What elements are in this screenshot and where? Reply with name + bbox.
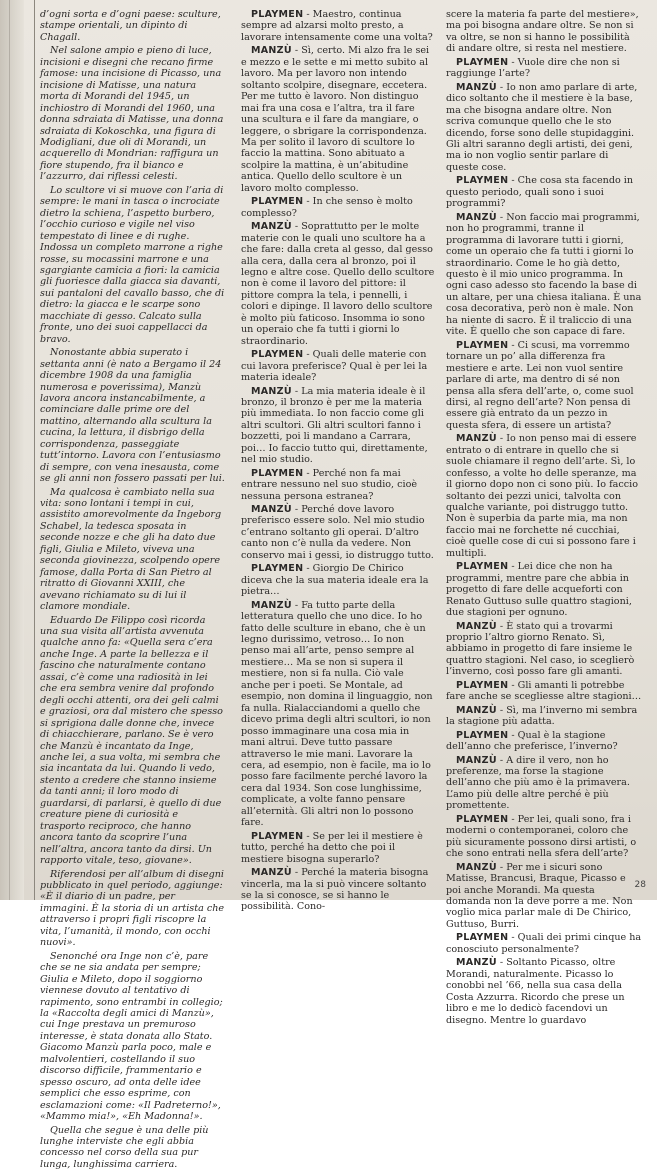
speech-text: - Per me i sicuri sono Matisse, Brancusi, Braque, Picasso e poi anche Morandi. Ma questa domanda non la deve porre a me. Non voglio mica parlar male di De Chirico, Guttuso, Burri. bbox=[446, 862, 633, 930]
interview-turn bbox=[446, 561, 642, 618]
intro-paragraph: Lo scultore vi si muove con l’aria di sempre: le mani in tasca o incrociate dietro la schiena, l’aspetto burbero, l’occhio curioso e vigile nel viso tempestato di linee e di rughe. Indossa un completo marrone a righe rosse, su mocassini marrone e una sgargiante camicia a fiori: la camicia gli fuoriesce dalla giacca sia davanti, sui pantaloni del cavallo basso, che di dietro: la giacca e le scarpe sono macchiate di gesso. Calcato sulla fronte, uno dei suoi cappellacci da bravo. bbox=[40, 185, 225, 345]
margin-rule-outer bbox=[9, 0, 10, 900]
speech-text: - Quali delle materie con cui lavora preferisce? Qual è per lei la materia ideale? bbox=[241, 349, 427, 383]
interview-turn bbox=[446, 175, 642, 209]
speech-text: - Soprattutto per le molte materie con le quali uno scultore ha a che fare: dalla creta al gesso, dal gesso alla cera, dalla cera al bronzo, poi il legno e altre cose. Quello dello scultore non è come il lavoro del pittore: il pittore compra la tela, i pennelli, i colori e dipinge. Il lavoro dello scultore è molto più faticoso. Insomma io sono un operaio che fa tutti i giorni lo straordinario. bbox=[241, 221, 434, 347]
interview-turn bbox=[446, 755, 642, 812]
speech-text: - Qual è la stagione dell’anno che preferisce, l’inverno? bbox=[446, 730, 618, 752]
interview-turn bbox=[241, 45, 435, 194]
speech-text: - Soltanto Picasso, oltre Morandi, naturalmente. Picasso lo conobbi nel ’66, nella sua casa della Costa Azzurra. Ricordo che prese un libro e me lo dedicò facendovi un disegno. Mentre lo guardavo bbox=[446, 957, 625, 1025]
interview-turn bbox=[241, 468, 435, 502]
intro-paragraph: Nonostante abbia superato i settanta anni (è nato a Bergamo il 24 dicembre 1908 da una famiglia numerosa e poverissima), Manzù lavora ancora instancabilmente, a cominciare dalle prime ore del mattino, alternando alla scultura la cucina, la lettura, il disbrigo della corrispondenza, passeggiate tutt’intorno. Lavora con l’entusiasmo di sempre, con vena inesausta, come se gli anni non fossero passati per lui. bbox=[40, 347, 225, 484]
speech-text: - Giorgio De Chirico diceva che la sua materia ideale era la pietra… bbox=[241, 563, 428, 597]
speaker-label: MANZÙ bbox=[456, 433, 497, 444]
speech-text: - Sì, ma l’inverno mi sembra la stagione più adatta. bbox=[446, 705, 637, 727]
interview-turn bbox=[241, 867, 435, 913]
intro-paragraph: Ma qualcosa è cambiato nella sua vita: sono lontani i tempi in cui, assistito amorevolmente da Ingeborg Schabel, la tedesca sposata in seconde nozze e che gli ha dato due figli, Giulia e Mileto, viveva una seconda giovinezza, scolpendo opere famose, dalla Porta di San Pietro al ritratto di Giovanni XXIII, che avevano richiamato su di lui il clamore mondiale. bbox=[40, 487, 225, 613]
speech-text: - È stato qui a trovarmi proprio l’altro giorno Renato. Sì, abbiamo in progetto di fare insieme le quattro stagioni. Nel caso, io sceglierò l’inverno, così posso fare gli amanti. bbox=[446, 621, 634, 678]
interview-turn bbox=[446, 340, 642, 432]
speech-text: - Quali dei primi cinque ha conosciuto personalmente? bbox=[446, 932, 641, 954]
speaker-label: PLAYMEN bbox=[251, 563, 303, 574]
speaker-label: PLAYMEN bbox=[456, 814, 508, 825]
speaker-label: PLAYMEN bbox=[251, 831, 303, 842]
interview-turn bbox=[241, 386, 435, 466]
speech-text: - Se per lei il mestiere è tutto, perché ha detto che poi il mestiere bisogna superarlo? bbox=[241, 831, 423, 865]
speaker-label: PLAYMEN bbox=[456, 175, 508, 186]
interview-turn bbox=[241, 600, 435, 829]
speech-text: - Sì, certo. Mi alzo fra le sei e mezzo e le sette e mi metto subito al lavoro. Ma per lavoro non intendo soltanto scolpire, disegnare, eccetera. Per me tutto è lavoro. Non distinguo mai fra una cosa e l’altra, tra il fare una scultura e il fare da mangiare, o leggere, o sbrigare la corrispondenza. Ma per solito il lavoro di scultore lo faccio la mattina. Sono abituato a scolpire la mattina, è un’abitudine antica. Quello dello scultore è un lavoro molto complesso. bbox=[241, 45, 429, 193]
interview-turn bbox=[446, 82, 642, 174]
interview-turn bbox=[241, 349, 435, 383]
interview-turn bbox=[446, 932, 642, 955]
column-interview-1 bbox=[241, 9, 435, 884]
speaker-label: PLAYMEN bbox=[456, 730, 508, 741]
speaker-label: MANZÙ bbox=[456, 862, 497, 873]
column-interview-2 bbox=[446, 9, 642, 884]
speaker-label: PLAYMEN bbox=[456, 561, 508, 572]
speech-text: - In che senso è molto complesso? bbox=[241, 196, 413, 218]
speech-text: - Non faccio mai programmi, non ho programmi, tranne il programma di lavorare tutti i giorni, come un operaio che fa tutti i giorni lo straordinario. Come le ho già detto, questo è il mio unico programma. In ogni caso adesso sto facendo la base di un altare, per una chiesa italiana. È una cosa decorativa, però non è male. Non ha niente di sacro. È il traliccio di una vite. È quello che son capace di fare. bbox=[446, 212, 641, 338]
margin-rule bbox=[34, 0, 35, 900]
speaker-label: MANZÙ bbox=[251, 386, 292, 397]
speech-text: - Perché non fa mai entrare nessuno nel suo studio, cioè nessuna persona estranea? bbox=[241, 468, 417, 502]
interview-turn bbox=[241, 563, 435, 597]
speech-text: - Io non amo parlare di arte, dico soltanto che il mestiere è la base, ma che bisogna andare oltre. Non scriva comunque quello che le sto dicendo, forse sono delle stupidaggini. Gli altri saranno degli artisti, dei geni, ma io non voglio sentir parlare di queste cose. bbox=[446, 82, 637, 173]
binding-shadow bbox=[0, 0, 24, 900]
interview-turn bbox=[446, 621, 642, 678]
speaker-label: MANZÙ bbox=[456, 755, 497, 766]
speech-text: - Fa tutto parte della letteratura quello che uno dice. Io ho fatto delle sculture in ebano, che è un legno durissimo, vetroso… Io non penso mai all’arte, penso sempre al mestiere… Ma se non si supera il mestiere, non si fa nulla. Ciò vale anche per i poeti. Se Montale, ad esempio, non domina il linguaggio, non fa nulla. Rialacciandomi a quello che dicevo prima degli altri scultori, io non posso immaginare una cosa mia in mani altrui. Deve tutto passare attraverso le mie mani. Lavorare la cera, ad esempio, non è facile, ma io lo posso fare facilmente perché lavoro la cera dal 1934. Son cose lunghissime, complicate, a volte fanno pensare all’eternità. Gli altri non lo possono fare. bbox=[241, 600, 433, 829]
speech-text: - A dire il vero, non ho preferenze, ma forse la stagione dell’anno che più amo è la primavera. L’amo più delle altre perché è più promettente. bbox=[446, 755, 630, 812]
intro-paragraph: Quella che segue è una delle più lunghe interviste che egli abbia concesso nel corso della sua pur lunga, lunghissima carriera. bbox=[40, 1125, 225, 1170]
speaker-label: MANZÙ bbox=[456, 82, 497, 93]
speaker-label: MANZÙ bbox=[251, 600, 292, 611]
speech-text: - Perché la materia bisogna vincerla, ma la si può vincere soltanto se la si conosce, se si hanno le possibilità. Cono- bbox=[241, 867, 428, 912]
speech-text: - Che cosa sta facendo in questo periodo, quali sono i suoi programmi? bbox=[446, 175, 633, 209]
intro-paragraph: Nel salone ampio e pieno di luce, incisioni e disegni che recano firme famose: una incisione di Picasso, una incisione di Matisse, una natura morta di Morandi del 1945, un inchiostro di Morandi del 1960, una donna sdraiata di Matisse, una donna sdraiata di Kokoschka, una figura di Modigliani, due oli di Morandi, un acquerello di Mondrian: raffigura un fiore stupendo, fra il bianco e l’azzurro, dai riflessi celesti. bbox=[40, 45, 225, 182]
interview-turn bbox=[446, 814, 642, 860]
speech-text: - Lei dice che non ha programmi, mentre pare che abbia in progetto di fare delle acqueforti con Renato Guttuso sulle quattro stagioni, due stagioni per ognuno. bbox=[446, 561, 632, 618]
speech-text: - Io non penso mai di essere entrato o di entrare in quello che si suole chiamare il regno dell’arte. Sì, lo confesso, a volte ho delle speranze, ma il giorno dopo non ci sono più. Io faccio soltanto dei pezzi unici, talvolta con qualche variante, poi distruggo tutto. Non è superbia da parte mia, ma non faccio mai ne forchette né cucchiai, cioè quelle cose di cui si possono fare i multipli. bbox=[446, 433, 638, 559]
speaker-label: MANZÙ bbox=[251, 867, 292, 878]
speaker-label: PLAYMEN bbox=[251, 9, 303, 20]
interview-turn bbox=[446, 680, 642, 703]
speaker-label: PLAYMEN bbox=[456, 932, 508, 943]
column-intro bbox=[40, 9, 225, 884]
interview-turn bbox=[241, 831, 435, 865]
speech-text: - Vuole dire che non si raggiunge l’arte? bbox=[446, 57, 620, 79]
interview-turn bbox=[446, 433, 642, 559]
interview-turn bbox=[446, 57, 642, 80]
intro-paragraph: Eduardo De Filippo così ricorda una sua visita all’artista avvenuta qualche anno fa: «Quella sera c’era anche Inge. A parte la bellezza e il fascino che naturalmente contano assai, c’è come una radiosità in lei che era sembra venire dal profondo degli occhi attenti, ora dei geli calmi e graziosi, ora dal mistero che spesso si sprigiona dalle donne che, invece di chiacchierare, parlano. Se è vero che Manzù è incantato da Inge, anche lei, a sua volta, mi sembra che sia incantata da lui. Quando li vedo, stento a credere che stanno insieme da tanti anni; il loro modo di guardarsi, di parlarsi, è quello di due creature piene di curiosità e trasporto reciproco, che hanno ancora tanto da scoprire l’una nell’altra, ancora tanto da dirsi. Un rapporto vitale, teso, giovane». bbox=[40, 615, 225, 867]
speaker-label: MANZÙ bbox=[456, 957, 497, 968]
speaker-label: MANZÙ bbox=[251, 221, 292, 232]
interview-turn bbox=[241, 9, 435, 43]
interview-turn bbox=[241, 504, 435, 561]
speech-text: - La mia materia ideale è il bronzo, il bronzo è per me la materia più immediata. Io non faccio come gli altri scultori. Gli altri scultori fanno i bozzetti, poi li mandano a Carrara, poi… Io faccio tutto qui, direttamente, nel mio studio. bbox=[241, 386, 428, 466]
page-number: 28 bbox=[635, 880, 646, 890]
interview-turn bbox=[241, 221, 435, 347]
intro-paragraph: Riferendosi per all’album di disegni pubblicato in quel periodo, aggiunge: «È il diario di un padre, per immagini. È la storia di un artista che attraverso i propri figli riscopre la vita, l’umanità, il mondo, con occhi nuovi». bbox=[40, 869, 225, 949]
interview-answer-continued: scere la materia fa parte del mestiere», ma poi bisogna andare oltre. Se non si va oltre, se non si hanno le possibilità di andare oltre, si resta nel mestiere. bbox=[446, 9, 642, 55]
speech-text: - Maestro, continua sempre ad alzarsi molto presto, a lavorare intensamente come una volta? bbox=[241, 9, 433, 43]
speech-text: - Perché dove lavoro preferisco essere solo. Nel mio studio c’entrano soltanto gli operai. D’altro canto non c’è nulla da vedere. Non conservo mai i gessi, io distruggo tutto. bbox=[241, 504, 434, 561]
speaker-label: PLAYMEN bbox=[251, 468, 303, 479]
interview-turn bbox=[446, 705, 642, 728]
speaker-label: PLAYMEN bbox=[456, 340, 508, 351]
speech-text: - Ci scusi, ma vorremmo tornare un po’ alla differenza fra mestiere e arte. Lei non vuol sentire parlare di arte, ma dentro di sé non pensa alla sfera dell’arte, o, come suol dirsi, al regno dell’arte? Non pensa di essere già entrato da un pezzo in questa sfera, di essere un artista? bbox=[446, 340, 634, 431]
interview-turn bbox=[446, 862, 642, 931]
intro-paragraph: Senonché ora Inge non c’è, pare che se ne sia andata per sempre; Giulia e Mileto, dopo il soggiorno viennese dovuto al tentativo di rapimento, sono entrambi in collegio; la «Raccolta degli amici di Manzù», cui Inge prestava un premuroso interesse, è stata donata allo Stato. Giacomo Manzù parla poco, male e malvolentieri, costellando il suo discorso difficile, frammentario e spesso oscuro, ad onta delle idee semplici che esso esprime, con esclamazioni come: «Il Padreterno!», «Mammo mia!», «Eh Madonna!». bbox=[40, 951, 225, 1123]
interview-turn bbox=[446, 730, 642, 753]
speaker-label: MANZÙ bbox=[456, 212, 497, 223]
interview-turn bbox=[446, 957, 642, 1026]
speaker-label: PLAYMEN bbox=[251, 196, 303, 207]
interview-turn bbox=[446, 212, 642, 338]
speech-text: - Per lei, quali sono, fra i moderni o contemporanei, coloro che più sicuramente possono dirsi artisti, o che sono entrati nella sfera dell’arte? bbox=[446, 814, 636, 859]
intro-paragraph: d’ogni sorta e d’ogni paese: sculture, stampe orientali, un dipinto di Chagall. bbox=[40, 9, 225, 43]
speaker-label: MANZÙ bbox=[251, 45, 292, 56]
speaker-label: PLAYMEN bbox=[251, 349, 303, 360]
speaker-label: MANZÙ bbox=[456, 705, 497, 716]
speaker-label: MANZÙ bbox=[456, 621, 497, 632]
speaker-label: PLAYMEN bbox=[456, 680, 508, 691]
speaker-label: MANZÙ bbox=[251, 504, 292, 515]
speaker-label: PLAYMEN bbox=[456, 57, 508, 68]
speech-text: - Gli amanti li potrebbe fare anche se scegliesse altre stagioni… bbox=[446, 680, 641, 702]
interview-turn bbox=[241, 196, 435, 219]
